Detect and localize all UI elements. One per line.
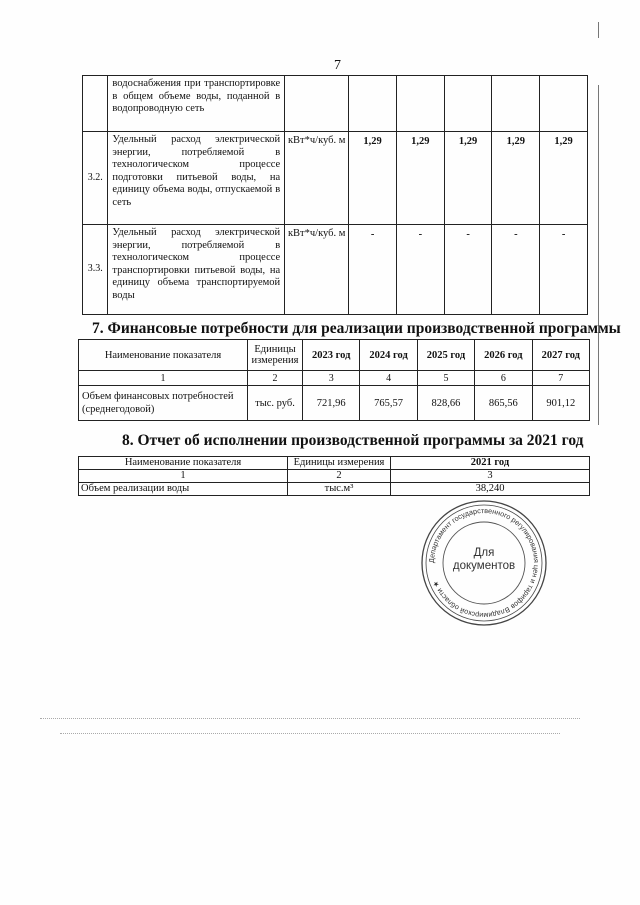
unit-cell: тыс. руб. <box>248 386 303 421</box>
stamp-line-1: Для <box>473 547 495 559</box>
column-header: Единицы измерения <box>248 340 303 371</box>
unit-cell: тыс.м³ <box>288 483 391 496</box>
value-cell: - <box>540 225 588 315</box>
value-cell <box>540 76 588 132</box>
index-cell: 1 <box>79 470 288 483</box>
table-header-row <box>79 340 590 371</box>
stamp-center-text <box>419 547 549 573</box>
value-cell: 1,29 <box>349 132 397 225</box>
value-cell: 865,56 <box>475 386 532 421</box>
index-cell: 6 <box>475 371 532 386</box>
row-number: 3.2. <box>83 132 108 225</box>
value-cell: 901,12 <box>532 386 589 421</box>
value-cell: 1,29 <box>540 132 588 225</box>
index-cell: 5 <box>417 371 474 386</box>
page-edge-line <box>598 85 599 425</box>
row-number: 3.3. <box>83 225 108 315</box>
value-cell <box>444 76 492 132</box>
index-cell: 4 <box>360 371 417 386</box>
indicator-unit: кВт*ч/куб. м <box>285 132 349 225</box>
index-cell: 3 <box>303 371 360 386</box>
table-index-row <box>79 470 590 483</box>
scan-artifact-line <box>40 718 580 719</box>
value-cell: - <box>444 225 492 315</box>
execution-report-table <box>78 456 590 496</box>
value-cell: 828,66 <box>417 386 474 421</box>
financial-needs-table <box>78 339 590 421</box>
index-cell: 7 <box>532 371 589 386</box>
value-cell: - <box>492 225 540 315</box>
table-header-row <box>79 457 590 470</box>
column-header: 2027 год <box>532 340 589 371</box>
column-header: 2024 год <box>360 340 417 371</box>
value-cell: 1,29 <box>492 132 540 225</box>
stamp-ring-text: Департамент государственного регулирования цен и тарифов Владимирской области ★ <box>426 505 542 621</box>
table-row <box>83 132 588 225</box>
section-7-title: 7. Финансовые потребности для реализации производственной программы <box>92 320 621 337</box>
table-index-row <box>79 371 590 386</box>
scan-artifact-line <box>60 733 560 734</box>
column-header: 2021 год <box>391 457 590 470</box>
value-cell: 721,96 <box>303 386 360 421</box>
column-header: 2025 год <box>417 340 474 371</box>
column-header: Единицы измерения <box>288 457 391 470</box>
indicator-description: Удельный расход электрической энергии, потребляемой в технологическом процессе подготовки питьевой воды, на единицу объема воды, отпускаемой в сеть <box>108 132 285 225</box>
indicator-label: Объем реализации воды <box>79 483 288 496</box>
table-row <box>83 76 588 132</box>
column-header: Наименование показателя <box>79 457 288 470</box>
stamp-line-2: документов <box>452 560 516 572</box>
column-header: 2026 год <box>475 340 532 371</box>
indicator-description: водоснабжения при транспортировке в общем объеме воды, поданной в водопроводную сеть <box>108 76 285 132</box>
table-row <box>79 386 590 421</box>
table-row <box>79 483 590 496</box>
index-cell: 3 <box>391 470 590 483</box>
value-cell: - <box>396 225 444 315</box>
indicator-description: Удельный расход электрической энергии, потребляемой в технологическом процессе транспортировки питьевой воды, на единицу объема транспортируемой воды <box>108 225 285 315</box>
table-row <box>83 225 588 315</box>
index-cell: 2 <box>288 470 391 483</box>
value-cell: - <box>349 225 397 315</box>
column-header: 2023 год <box>303 340 360 371</box>
value-cell: 1,29 <box>444 132 492 225</box>
indicator-unit <box>285 76 349 132</box>
value-cell <box>492 76 540 132</box>
value-cell: 1,29 <box>396 132 444 225</box>
row-number <box>83 76 108 132</box>
column-header: Наименование показателя <box>79 340 248 371</box>
page-number: 7 <box>334 58 341 73</box>
value-cell: 38,240 <box>391 483 590 496</box>
indicator-unit: кВт*ч/куб. м <box>285 225 349 315</box>
index-cell: 1 <box>79 371 248 386</box>
value-cell: 765,57 <box>360 386 417 421</box>
indicators-table <box>82 75 588 315</box>
value-cell <box>396 76 444 132</box>
indicator-label: Объем финансовых потребностей (среднегодовой) <box>79 386 248 421</box>
section-8-title: 8. Отчет об исполнении производственной программы за 2021 год <box>122 432 584 449</box>
value-cell <box>349 76 397 132</box>
index-cell: 2 <box>248 371 303 386</box>
page-edge-line-top <box>598 22 599 38</box>
